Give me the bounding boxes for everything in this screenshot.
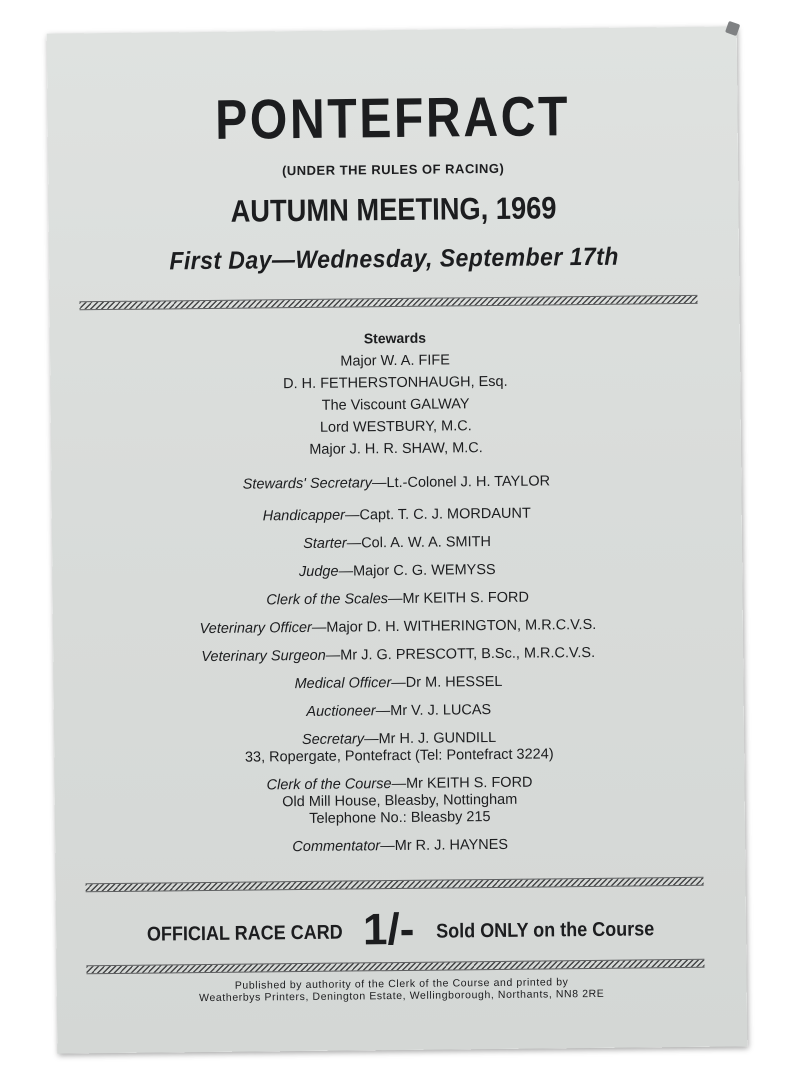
official-role: Handicapper: [262, 507, 346, 525]
imprint-line: Weatherbys Printers, Denington Estate, Wellingborough, Northants, NN8 2RE: [199, 987, 605, 1005]
sold-note: Sold ONLY on the Course: [435, 918, 655, 943]
official-role: Secretary: [301, 731, 365, 749]
official-name: —Lt.-Colonel J. H. TAYLOR: [371, 473, 551, 492]
official-clerk-of-course: [54, 771, 745, 830]
official-judge: [52, 558, 742, 583]
steward-name: Major J. H. R. SHAW, M.C.: [309, 440, 483, 458]
steward-name: The Viscount GALWAY: [321, 396, 470, 414]
official-role: Starter: [303, 535, 347, 552]
imprint-line: Published by authority of the Clerk of the Course and printed by: [234, 976, 569, 992]
card-label: OFFICIAL RACE CARD: [146, 921, 343, 946]
official-name: —Mr H. J. GUNDILL: [363, 729, 497, 748]
official-name: —Mr V. J. LUCAS: [375, 702, 492, 720]
official-role: Commentator: [292, 838, 381, 856]
official-name: —Mr J. G. PRESCOTT, B.Sc., M.R.C.V.S.: [325, 644, 596, 664]
page-title: PONTEFRACT: [214, 84, 571, 151]
official-role: Stewards' Secretary: [242, 475, 373, 493]
official-commentator: [55, 833, 745, 858]
meeting-title: AUTUMN MEETING, 1969: [230, 190, 557, 229]
steward-name: D. H. FETHERSTONHAUGH, Esq.: [283, 373, 508, 393]
official-role: Veterinary Surgeon: [201, 647, 326, 666]
official-veterinary-officer: [53, 614, 743, 639]
official-auctioneer: [54, 698, 744, 723]
day-line: First Day—Wednesday, September 17th: [169, 242, 619, 276]
divider-top: [79, 295, 697, 310]
card-price: 1/-: [362, 904, 415, 955]
card-corner-mark: [725, 21, 740, 36]
secretary-address: 33, Ropergate, Pontefract (Tel: Pontefract 3224): [244, 746, 554, 766]
official-medical-officer: [53, 670, 743, 695]
divider-bottom: [86, 959, 704, 974]
divider-middle: [86, 877, 704, 892]
rules-note: (UNDER THE RULES OF RACING): [281, 160, 505, 179]
official-veterinary-surgeon: [53, 642, 743, 667]
official-race-card-line: [56, 901, 746, 958]
official-name: —Mr R. J. HAYNES: [380, 836, 509, 855]
official-name: —Major C. G. WEMYSS: [338, 561, 496, 580]
official-name: —Mr KEITH S. FORD: [387, 589, 530, 608]
official-name: —Dr M. HESSEL: [391, 673, 503, 692]
official-name: —Major D. H. WITHERINGTON, M.R.C.V.S.: [311, 616, 597, 636]
official-stewards-secretary: [51, 470, 741, 495]
official-role: Auctioneer: [306, 703, 376, 720]
race-card: [47, 26, 748, 1053]
official-role: Veterinary Officer: [199, 619, 312, 638]
official-handicapper: [52, 502, 742, 527]
official-starter: [52, 530, 742, 555]
clerk-telephone: Telephone No.: Bleasby 215: [309, 809, 491, 827]
official-role: Clerk of the Scales: [266, 591, 389, 609]
stewards-heading: Stewards: [363, 329, 427, 347]
clerk-address: Old Mill House, Bleasby, Nottingham: [282, 791, 518, 811]
official-role: Medical Officer: [294, 675, 392, 693]
printer-imprint: [57, 974, 747, 1005]
official-role: Clerk of the Course: [266, 776, 392, 794]
official-name: —Col. A. W. A. SMITH: [346, 534, 491, 552]
official-clerk-of-scales: [53, 586, 743, 611]
steward-name: Lord WESTBURY, M.C.: [319, 418, 472, 436]
official-role: Judge: [298, 563, 339, 581]
officials-list: [50, 326, 745, 858]
steward-name: Major W. A. FIFE: [340, 352, 450, 370]
official-name: —Mr KEITH S. FORD: [391, 774, 533, 793]
official-secretary: [54, 726, 744, 768]
official-name: —Capt. T. C. J. MORDAUNT: [344, 505, 531, 524]
